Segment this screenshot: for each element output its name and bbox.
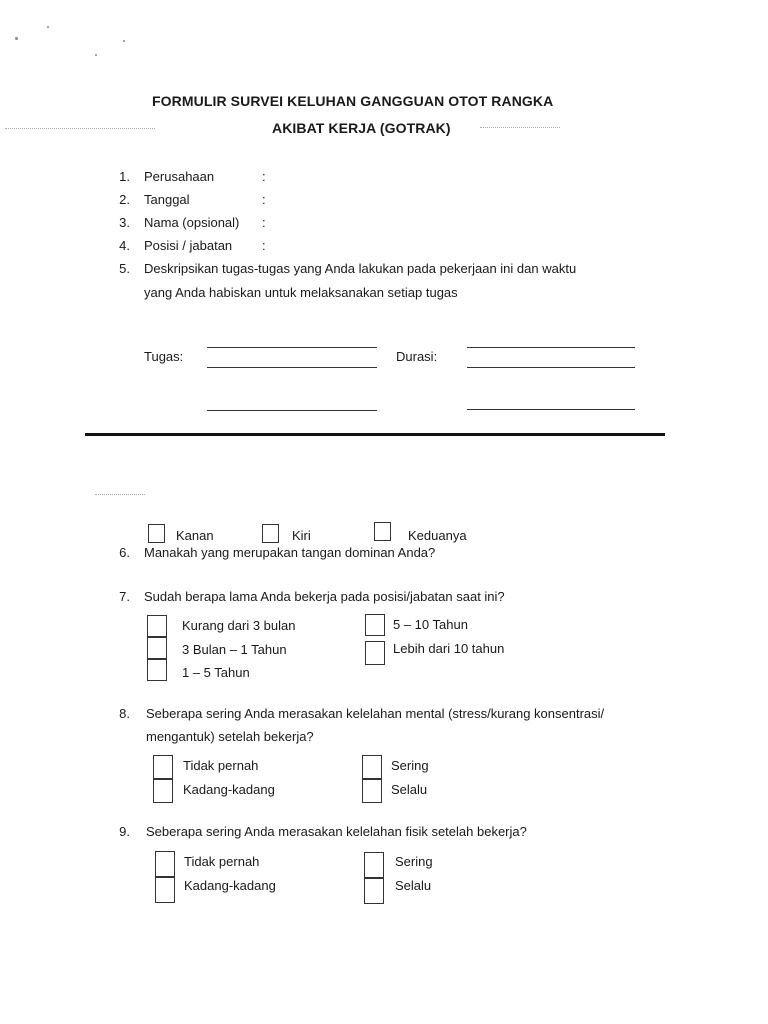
- option-label: Kanan: [176, 528, 214, 543]
- field-label: Perusahaan: [144, 169, 215, 184]
- field-number: 4.: [119, 238, 130, 253]
- question-number: 6.: [119, 545, 130, 560]
- tugas-blank-line[interactable]: [207, 367, 377, 368]
- checkbox-sering[interactable]: [364, 852, 384, 878]
- checkbox-selalu[interactable]: [364, 878, 384, 904]
- field-separator: :: [262, 215, 266, 230]
- checkbox-kiri[interactable]: [262, 524, 279, 543]
- field-separator: :: [262, 192, 266, 207]
- checkbox-5-10-tahun[interactable]: [365, 614, 385, 636]
- option-label: Sering: [391, 758, 429, 773]
- checkbox-lebih-10-tahun[interactable]: [365, 641, 385, 665]
- option-label: Selalu: [395, 878, 432, 893]
- tugas-blank-line[interactable]: [207, 347, 377, 348]
- checkbox-tidak-pernah[interactable]: [155, 851, 175, 877]
- option-label: Tidak pernah: [184, 854, 260, 869]
- option-label: Tidak pernah: [183, 758, 259, 773]
- durasi-blank-line[interactable]: [467, 367, 635, 368]
- option-label: Kurang dari 3 bulan: [182, 618, 296, 633]
- scan-noise: [480, 127, 560, 128]
- question-number: 8.: [119, 706, 130, 721]
- option-label: 1 – 5 Tahun: [182, 665, 250, 680]
- scan-noise: [95, 494, 145, 495]
- question-number: 5.: [119, 261, 130, 276]
- option-label: Lebih dari 10 tahun: [393, 641, 505, 656]
- scan-noise: [5, 128, 155, 129]
- durasi-blank-line[interactable]: [467, 409, 635, 410]
- question-number: 9.: [119, 824, 130, 839]
- checkbox-tidak-pernah[interactable]: [153, 755, 173, 779]
- field-separator: :: [262, 238, 266, 253]
- checkbox-sering[interactable]: [362, 755, 382, 779]
- checkbox-kadang-kadang[interactable]: [155, 877, 175, 903]
- question-text-line2: mengantuk) setelah bekerja?: [146, 729, 314, 744]
- scan-speck: [123, 40, 125, 42]
- checkbox-selalu[interactable]: [362, 779, 382, 803]
- field-label: Posisi / jabatan: [144, 238, 233, 253]
- field-separator: :: [262, 169, 266, 184]
- field-label: Tanggal: [144, 192, 190, 207]
- checkbox-kadang-kadang[interactable]: [153, 779, 173, 803]
- checkbox-kanan[interactable]: [148, 524, 165, 543]
- form-title-line1: FORMULIR SURVEI KELUHAN GANGGUAN OTOT RANGKA: [152, 93, 554, 109]
- scan-speck: [47, 26, 49, 28]
- field-number: 2.: [119, 192, 130, 207]
- question-text-line1: Deskripsikan tugas-tugas yang Anda lakukan pada pekerjaan ini dan waktu: [144, 261, 577, 276]
- checkbox-3-bulan-1-tahun[interactable]: [147, 637, 167, 659]
- tugas-label: Tugas:: [144, 349, 184, 364]
- question-text-line1: Seberapa sering Anda merasakan kelelahan mental (stress/kurang konsentrasi/: [146, 706, 605, 721]
- form-title-line2: AKIBAT KERJA (GOTRAK): [272, 120, 451, 136]
- option-label: 5 – 10 Tahun: [393, 617, 468, 632]
- option-label: Keduanya: [408, 528, 467, 543]
- option-label: Kiri: [292, 528, 311, 543]
- checkbox-keduanya[interactable]: [374, 522, 391, 541]
- checkbox-1-5-tahun[interactable]: [147, 659, 167, 681]
- question-text-line2: yang Anda habiskan untuk melaksanakan setiap tugas: [144, 285, 458, 300]
- question-text: Sudah berapa lama Anda bekerja pada posisi/jabatan saat ini?: [144, 589, 505, 604]
- durasi-blank-line[interactable]: [467, 347, 635, 348]
- scan-speck: [15, 37, 18, 40]
- field-number: 3.: [119, 215, 130, 230]
- option-label: Selalu: [391, 782, 428, 797]
- field-label: Nama (opsional): [144, 215, 240, 230]
- durasi-label: Durasi:: [396, 349, 438, 364]
- option-label: 3 Bulan – 1 Tahun: [182, 642, 287, 657]
- scan-speck: [95, 54, 97, 56]
- option-label: Sering: [395, 854, 433, 869]
- section-divider: [85, 433, 665, 436]
- option-label: Kadang-kadang: [183, 782, 275, 797]
- question-text: Manakah yang merupakan tangan dominan Anda?: [144, 545, 436, 560]
- option-label: Kadang-kadang: [184, 878, 276, 893]
- question-text: Seberapa sering Anda merasakan kelelahan fisik setelah bekerja?: [146, 824, 527, 839]
- field-number: 1.: [119, 169, 130, 184]
- checkbox-kurang-3-bulan[interactable]: [147, 615, 167, 637]
- question-number: 7.: [119, 589, 130, 604]
- tugas-blank-line[interactable]: [207, 410, 377, 411]
